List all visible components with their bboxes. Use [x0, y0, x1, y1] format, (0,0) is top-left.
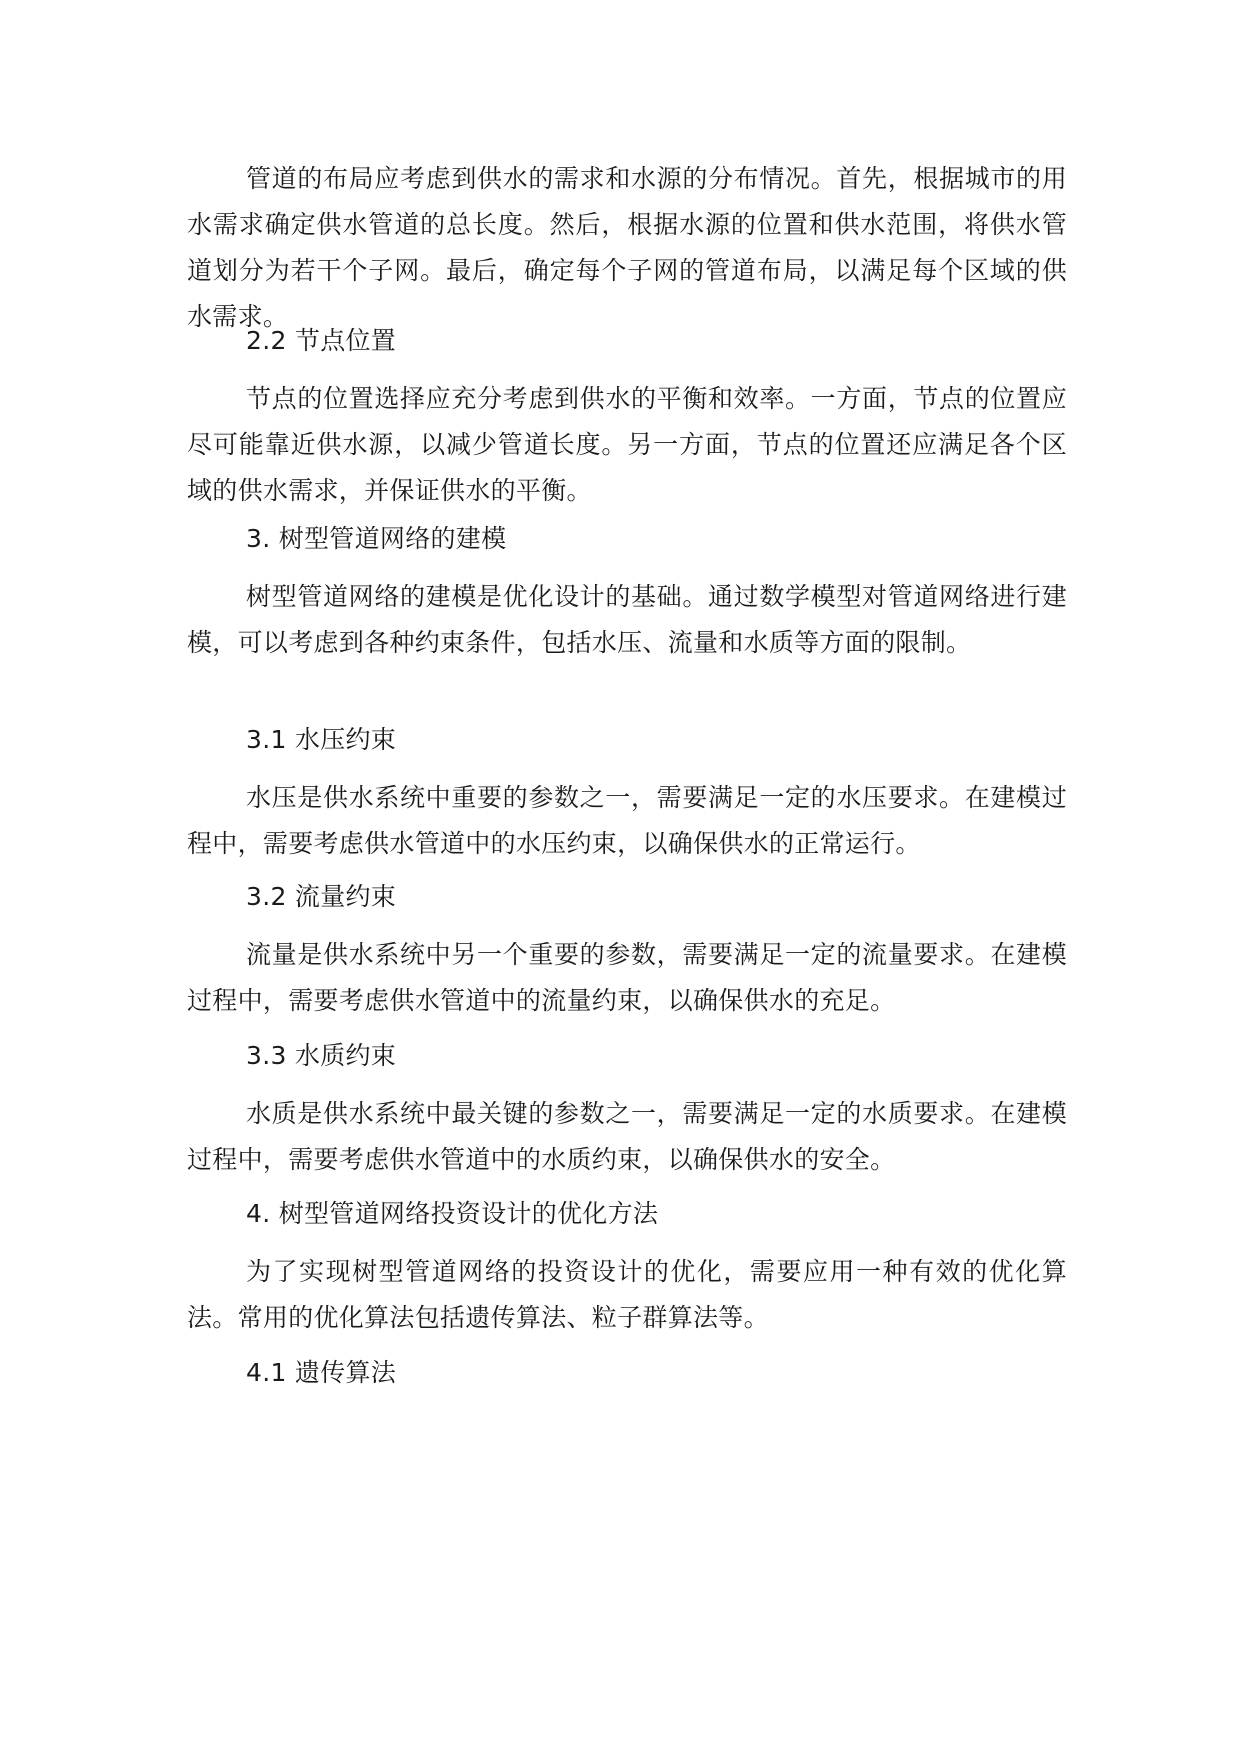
heading-flow-constraint: 3.2 流量约束 — [246, 882, 397, 911]
heading-tree-network-modeling: 3. 树型管道网络的建模 — [246, 524, 507, 553]
heading-node-position: 2.2 节点位置 — [246, 326, 397, 355]
paragraph-flow-constraint: 流量是供水系统中另一个重要的参数，需要满足一定的流量要求。在建模过程中，需要考虑供水管道中的流量约束，以确保供水的充足。 — [187, 940, 1067, 1015]
paragraph-tree-network-modeling: 树型管道网络的建模是优化设计的基础。通过数学模型对管道网络进行建模，可以考虑到各种约束条件，包括水压、流量和水质等方面的限制。 — [187, 582, 1067, 657]
paragraph-pipe-layout: 管道的布局应考虑到供水的需求和水源的分布情况。首先，根据城市的用水需求确定供水管道的总长度。然后，根据水源的位置和供水范围，将供水管道划分为若干个子网。最后，确定每个子网的管道布局，以满足每个区域的供水需求。 — [187, 164, 1067, 331]
heading-water-pressure: 3.1 水压约束 — [246, 725, 397, 754]
heading-optimization-methods: 4. 树型管道网络投资设计的优化方法 — [246, 1199, 659, 1228]
paragraph-water-pressure: 水压是供水系统中重要的参数之一，需要满足一定的水压要求。在建模过程中，需要考虑供水管道中的水压约束，以确保供水的正常运行。 — [187, 783, 1067, 858]
paragraph-optimization-methods: 为了实现树型管道网络的投资设计的优化，需要应用一种有效的优化算法。常用的优化算法包括遗传算法、粒子群算法等。 — [187, 1257, 1067, 1332]
paragraph-node-position: 节点的位置选择应充分考虑到供水的平衡和效率。一方面，节点的位置应尽可能靠近供水源，以减少管道长度。另一方面，节点的位置还应满足各个区域的供水需求，并保证供水的平衡。 — [187, 384, 1067, 505]
heading-genetic-algorithm: 4.1 遗传算法 — [246, 1358, 397, 1387]
heading-water-quality: 3.3 水质约束 — [246, 1041, 397, 1070]
paragraph-water-quality: 水质是供水系统中最关键的参数之一，需要满足一定的水质要求。在建模过程中，需要考虑供水管道中的水质约束，以确保供水的安全。 — [187, 1099, 1067, 1174]
